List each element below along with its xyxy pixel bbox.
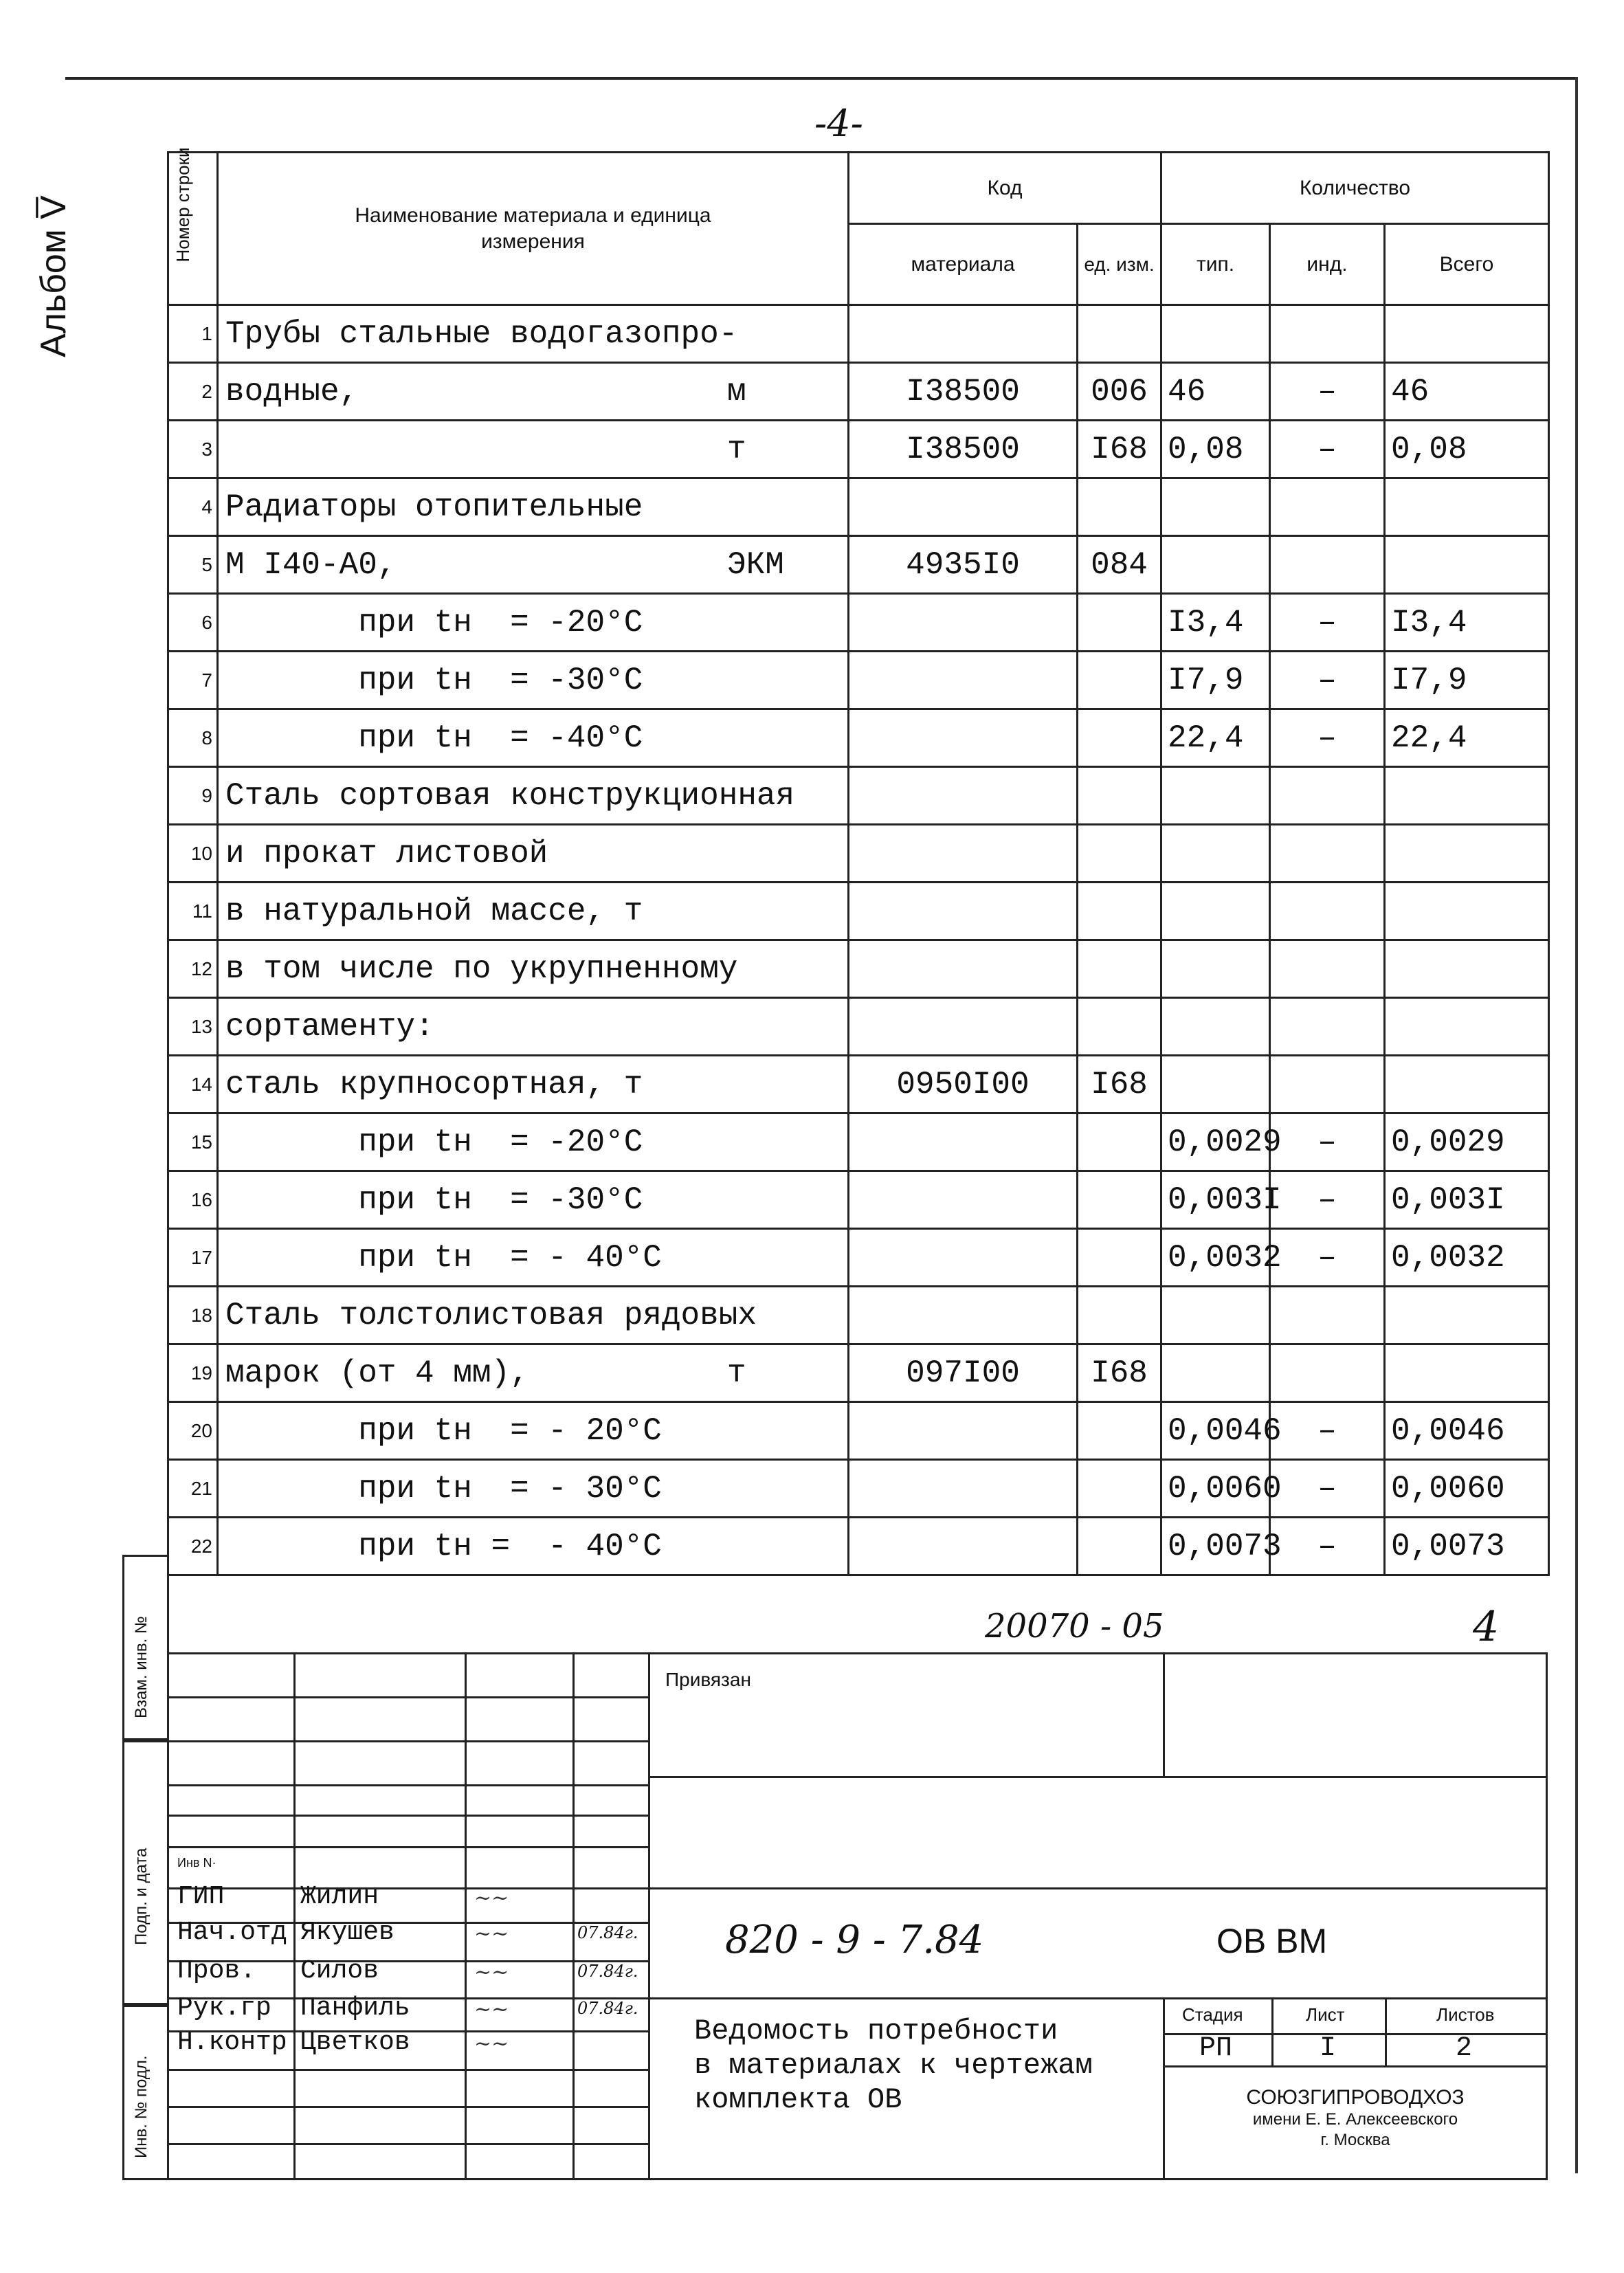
row-qty-typ (1161, 767, 1270, 825)
row-name-text: М I40-А0, (225, 546, 397, 583)
row-qty-ind (1270, 1344, 1385, 1402)
row-unit-text: т (727, 431, 746, 467)
row-qty-total (1385, 478, 1549, 536)
sheet-value: I (1320, 2033, 1337, 2064)
signature-name: Цветков (300, 2028, 410, 2057)
row-qty-ind (1270, 767, 1385, 825)
row-name (218, 1344, 849, 1402)
row-qty-total: 46 (1385, 363, 1549, 421)
row-number: 18 (168, 1287, 218, 1344)
row-name (218, 652, 849, 709)
row-name (218, 1056, 849, 1113)
table-row (168, 536, 1549, 594)
row-qty-typ (1161, 478, 1270, 536)
row-name-text: Сталь толстолистовая рядовых (225, 1297, 757, 1333)
row-qty-typ (1161, 825, 1270, 883)
row-qty-ind: – (1270, 1402, 1385, 1460)
row-material-code (849, 709, 1078, 767)
row-unit-text: м (727, 373, 746, 410)
signature-date: 07.84г. (577, 1962, 638, 1981)
footer-code-row (167, 1603, 1548, 1654)
sheets-label: Листов (1436, 2004, 1495, 2025)
row-qty-ind: – (1270, 1171, 1385, 1229)
row-name (218, 709, 849, 767)
row-qty-typ: I7,9 (1161, 652, 1270, 709)
row-material-code (849, 1460, 1078, 1518)
row-name-text: марок (от 4 мм), (225, 1355, 529, 1391)
table-row (168, 594, 1549, 652)
stage-value: РП (1199, 2033, 1233, 2064)
doc-title: Ведомость потребности в материалах к чертежам комплекта ОВ (694, 2015, 1093, 2116)
side-label-vzam: Взам. инв. № (132, 1616, 151, 1718)
signature-name: Жилин (300, 1882, 379, 1911)
row-name-text: сталь крупносортная, т (225, 1066, 643, 1102)
row-qty-typ: 0,003I (1161, 1171, 1270, 1229)
row-qty-typ (1161, 1344, 1270, 1402)
row-number: 20 (168, 1402, 218, 1460)
row-name-text: при tн = -30°С (225, 662, 643, 698)
row-qty-ind (1270, 1287, 1385, 1344)
signature-role: Н.контр (177, 2028, 287, 2057)
row-qty-total (1385, 825, 1549, 883)
row-number: 16 (168, 1171, 218, 1229)
signature-role: Нач.отд (177, 1918, 287, 1947)
signature-name: Силов (300, 1956, 379, 1986)
header-code-unit: ед. изм. (1078, 224, 1161, 305)
row-qty-ind: – (1270, 709, 1385, 767)
header-row-no: Номер строки (168, 153, 218, 305)
signature-role: Рук.гр (177, 1993, 271, 2023)
row-unit-code: I68 (1078, 1056, 1161, 1113)
row-name-text: водные, (225, 373, 359, 410)
privyazan-label: Привязан (665, 1669, 751, 1690)
row-number: 10 (168, 825, 218, 883)
header-code: Код (849, 153, 1161, 224)
row-number: 3 (168, 421, 218, 478)
row-qty-total: 0,0029 (1385, 1113, 1549, 1171)
row-number: 17 (168, 1229, 218, 1287)
header-qty-total: Всего (1385, 224, 1549, 305)
row-qty-total (1385, 767, 1549, 825)
row-material-code (849, 1171, 1078, 1229)
row-name-text: при tн = -40°С (225, 720, 643, 756)
row-name-text: в том числе по укрупненному (225, 951, 738, 987)
row-material-code (849, 594, 1078, 652)
row-name (218, 1287, 849, 1344)
sheets-value: 2 (1456, 2033, 1473, 2064)
stage-label: Стадия (1182, 2004, 1243, 2025)
signature-date: 07.84г. (577, 1999, 638, 2018)
row-qty-typ (1161, 536, 1270, 594)
table-row (168, 421, 1549, 478)
row-material-code: 097I00 (849, 1344, 1078, 1402)
row-unit-code (1078, 1402, 1161, 1460)
inv-no-small: Инв N· (177, 1856, 216, 1870)
row-qty-typ (1161, 305, 1270, 363)
table-row (168, 825, 1549, 883)
row-qty-ind (1270, 478, 1385, 536)
row-name-text: при tн = - 40°С (225, 1528, 662, 1564)
row-qty-ind: – (1270, 1229, 1385, 1287)
row-material-code (849, 940, 1078, 998)
row-qty-total: 0,0073 (1385, 1518, 1549, 1575)
table-row (168, 652, 1549, 709)
row-qty-ind (1270, 883, 1385, 940)
row-unit-code (1078, 940, 1161, 998)
row-qty-ind: – (1270, 594, 1385, 652)
row-name-text: при tн = -20°С (225, 1124, 643, 1160)
row-material-code (849, 1287, 1078, 1344)
row-qty-ind: – (1270, 421, 1385, 478)
doc-code: 820 - 9 - 7.84 (725, 1918, 984, 1962)
top-rule (65, 77, 1577, 80)
row-number: 21 (168, 1460, 218, 1518)
row-number: 1 (168, 305, 218, 363)
row-qty-total: 22,4 (1385, 709, 1549, 767)
row-qty-ind: – (1270, 363, 1385, 421)
row-qty-total: 0,003I (1385, 1171, 1549, 1229)
header-name: Наименование материала и единица измерения (218, 153, 849, 305)
signature-scribble: ~~ (474, 2032, 509, 2056)
row-unit-code (1078, 652, 1161, 709)
row-qty-typ: 0,0032 (1161, 1229, 1270, 1287)
table-row (168, 940, 1549, 998)
row-name (218, 1171, 849, 1229)
row-qty-ind (1270, 536, 1385, 594)
row-unit-code (1078, 1287, 1161, 1344)
album-label: Альбом V̅ (34, 195, 74, 357)
row-unit-code (1078, 767, 1161, 825)
row-material-code (849, 767, 1078, 825)
row-unit-code: I68 (1078, 421, 1161, 478)
table-row (168, 883, 1549, 940)
row-unit-code (1078, 478, 1161, 536)
right-border (1575, 77, 1578, 2173)
side-label-inv: Инв. № подл. (132, 2055, 151, 2158)
row-name-text: сортаменту: (225, 1008, 434, 1045)
row-qty-typ: 0,0046 (1161, 1402, 1270, 1460)
row-material-code (849, 883, 1078, 940)
row-name-text: при tн = -20°С (225, 604, 643, 641)
row-unit-code (1078, 1229, 1161, 1287)
row-name (218, 1113, 849, 1171)
row-number: 9 (168, 767, 218, 825)
row-qty-typ: 0,0029 (1161, 1113, 1270, 1171)
row-qty-typ: I3,4 (1161, 594, 1270, 652)
row-name-text: при tн = -30°С (225, 1182, 643, 1218)
row-qty-typ: 0,0073 (1161, 1518, 1270, 1575)
row-qty-ind (1270, 998, 1385, 1056)
table-row (168, 305, 1549, 363)
page-number: -4- (814, 102, 863, 145)
row-qty-ind: – (1270, 652, 1385, 709)
table-row (168, 767, 1549, 825)
signature-role: Пров. (177, 1956, 256, 1986)
row-name (218, 305, 849, 363)
row-name (218, 478, 849, 536)
row-material-code (849, 652, 1078, 709)
signature-name: Панфиль (300, 1993, 410, 2023)
table-row (168, 1056, 1549, 1113)
row-qty-typ (1161, 883, 1270, 940)
row-material-code: I38500 (849, 421, 1078, 478)
signature-scribble: ~~ (474, 1997, 509, 2021)
row-unit-code: 006 (1078, 363, 1161, 421)
table-row (168, 1402, 1549, 1460)
row-qty-typ (1161, 940, 1270, 998)
row-name-text: при tн = - 30°С (225, 1470, 662, 1507)
row-unit-code (1078, 1460, 1161, 1518)
row-qty-ind (1270, 940, 1385, 998)
row-material-code (849, 825, 1078, 883)
row-qty-typ (1161, 998, 1270, 1056)
row-number: 22 (168, 1518, 218, 1575)
row-name-text: в натуральной массе, т (225, 893, 643, 929)
row-qty-typ: 22,4 (1161, 709, 1270, 767)
row-material-code (849, 305, 1078, 363)
signature-scribble: ~~ (474, 1960, 509, 1984)
row-qty-total (1385, 940, 1549, 998)
row-material-code (849, 1518, 1078, 1575)
row-qty-total: 0,08 (1385, 421, 1549, 478)
row-number: 12 (168, 940, 218, 998)
table-row (168, 363, 1549, 421)
row-qty-total: 0,0046 (1385, 1402, 1549, 1460)
row-qty-ind: – (1270, 1460, 1385, 1518)
row-number: 11 (168, 883, 218, 940)
row-unit-text: т (727, 1355, 746, 1391)
row-name-text: и прокат листовой (225, 835, 548, 872)
row-number: 19 (168, 1344, 218, 1402)
row-name (218, 825, 849, 883)
row-qty-ind (1270, 825, 1385, 883)
row-name (218, 1229, 849, 1287)
row-qty-ind (1270, 1056, 1385, 1113)
row-qty-total: 0,0060 (1385, 1460, 1549, 1518)
row-unit-code (1078, 998, 1161, 1056)
row-material-code (849, 1402, 1078, 1460)
row-name (218, 883, 849, 940)
organization: СОЮЗГИПРОВОДХОЗ имени Е. Е. Алексеевского г. Москва (1246, 2086, 1465, 2149)
footer-sheet: 4 (1473, 1603, 1500, 1651)
row-qty-total (1385, 305, 1549, 363)
table-row (168, 998, 1549, 1056)
row-qty-total: I3,4 (1385, 594, 1549, 652)
row-unit-code (1078, 305, 1161, 363)
row-qty-total: I7,9 (1385, 652, 1549, 709)
header-quantity: Количество (1161, 153, 1549, 224)
row-name (218, 421, 849, 478)
table-row (168, 1229, 1549, 1287)
signature-scribble: ~~ (474, 1886, 509, 1910)
row-name (218, 1518, 849, 1575)
row-unit-code (1078, 594, 1161, 652)
table-row (168, 1113, 1549, 1171)
table-row (168, 1518, 1549, 1575)
table-row (168, 1287, 1549, 1344)
row-name (218, 536, 849, 594)
row-material-code: 0950I00 (849, 1056, 1078, 1113)
row-number: 8 (168, 709, 218, 767)
table-row (168, 1171, 1549, 1229)
signature-scribble: ~~ (474, 1922, 509, 1946)
signature-name: Якушев (300, 1918, 394, 1947)
row-qty-total: 0,0032 (1385, 1229, 1549, 1287)
row-material-code: I38500 (849, 363, 1078, 421)
row-qty-total (1385, 1056, 1549, 1113)
row-name (218, 767, 849, 825)
row-unit-code (1078, 1171, 1161, 1229)
table-row (168, 709, 1549, 767)
table-row (168, 1344, 1549, 1402)
signature-role: ГИП (177, 1882, 225, 1911)
sheet-label: Лист (1306, 2004, 1345, 2025)
row-qty-ind: – (1270, 1113, 1385, 1171)
row-unit-code (1078, 825, 1161, 883)
row-number: 7 (168, 652, 218, 709)
row-unit-code: 084 (1078, 536, 1161, 594)
header-qty-typ: тип. (1161, 224, 1270, 305)
doc-mark: ОВ ВМ (1216, 1922, 1328, 1960)
row-unit-code (1078, 883, 1161, 940)
row-qty-total (1385, 1344, 1549, 1402)
row-qty-ind (1270, 305, 1385, 363)
row-number: 13 (168, 998, 218, 1056)
side-label-podp: Подп. и дата (132, 1848, 151, 1945)
row-qty-total (1385, 883, 1549, 940)
row-name (218, 594, 849, 652)
row-name-text: Трубы стальные водогазопро- (225, 315, 738, 352)
row-name-text: при tн = - 40°С (225, 1239, 662, 1276)
row-material-code: 4935I0 (849, 536, 1078, 594)
row-unit-code (1078, 1113, 1161, 1171)
row-name (218, 1402, 849, 1460)
table-row (168, 478, 1549, 536)
row-material-code (849, 1229, 1078, 1287)
row-qty-total (1385, 536, 1549, 594)
row-unit-code: I68 (1078, 1344, 1161, 1402)
row-material-code (849, 1113, 1078, 1171)
row-qty-ind: – (1270, 1518, 1385, 1575)
materials-table (167, 147, 1550, 1576)
row-name (218, 998, 849, 1056)
row-name (218, 940, 849, 998)
row-qty-total (1385, 1287, 1549, 1344)
signature-date: 07.84г. (577, 1923, 638, 1942)
row-qty-typ (1161, 1056, 1270, 1113)
row-number: 5 (168, 536, 218, 594)
row-name (218, 363, 849, 421)
header-qty-ind: инд. (1270, 224, 1385, 305)
table-row (168, 1460, 1549, 1518)
row-qty-typ: 46 (1161, 363, 1270, 421)
row-name-text: Радиаторы отопительные (225, 489, 643, 525)
row-qty-total (1385, 998, 1549, 1056)
row-number: 2 (168, 363, 218, 421)
row-number: 6 (168, 594, 218, 652)
table-body (168, 305, 1549, 1575)
row-name (218, 1460, 849, 1518)
footer-code: 20070 - 05 (985, 1607, 1164, 1645)
row-name-text: при tн = - 20°С (225, 1412, 662, 1449)
row-unit-code (1078, 1518, 1161, 1575)
row-unit-text: ЭКМ (727, 546, 784, 583)
row-qty-typ (1161, 1287, 1270, 1344)
row-number: 14 (168, 1056, 218, 1113)
row-name-text: Сталь сортовая конструкционная (225, 777, 795, 814)
row-number: 4 (168, 478, 218, 536)
row-unit-code (1078, 709, 1161, 767)
row-qty-typ: 0,08 (1161, 421, 1270, 478)
header-code-material: материала (849, 224, 1078, 305)
row-material-code (849, 478, 1078, 536)
row-qty-typ: 0,0060 (1161, 1460, 1270, 1518)
row-number: 15 (168, 1113, 218, 1171)
row-material-code (849, 998, 1078, 1056)
